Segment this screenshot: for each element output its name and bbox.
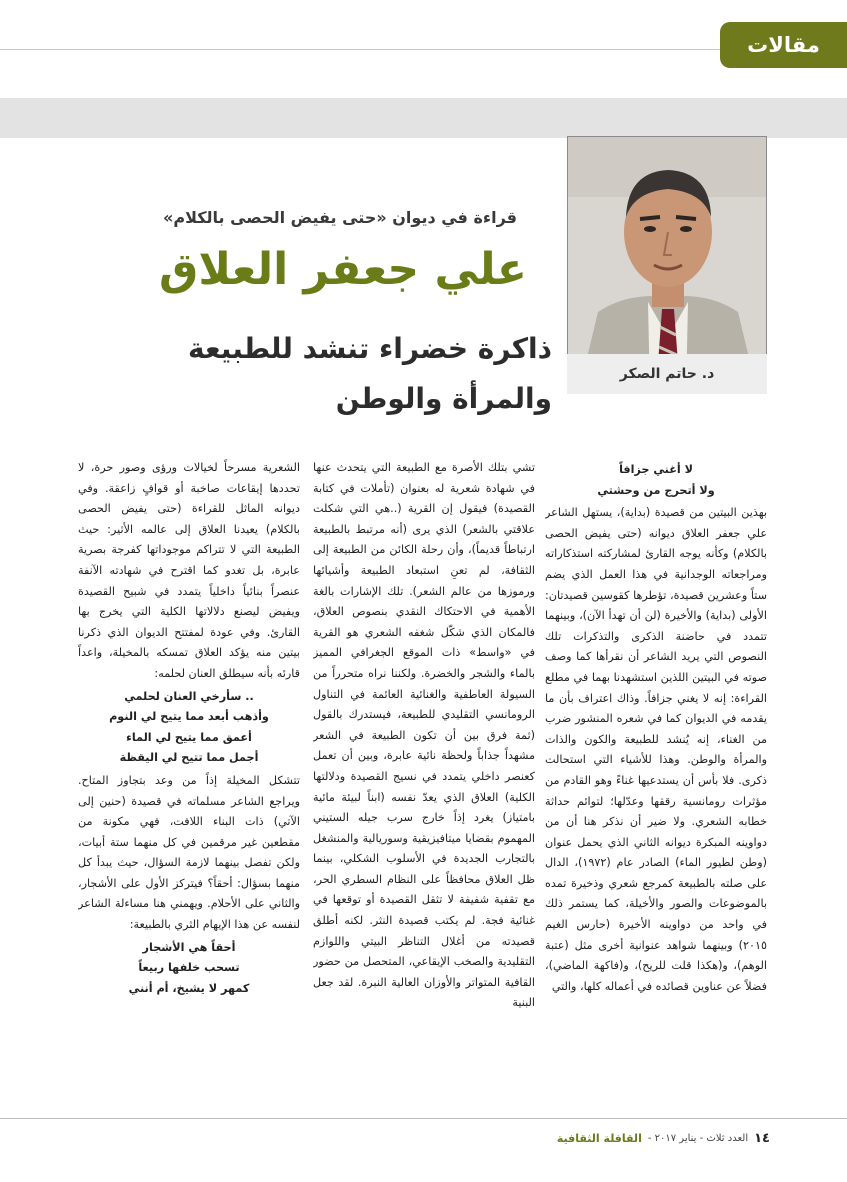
section-label: مقالات — [720, 22, 847, 68]
verse-line: وأذهب أبعد مما يتيح لي النوم — [109, 710, 269, 724]
body-paragraph: تشي بتلك الأصرة مع الطبيعة التي يتحدث عنها في شهادة شعرية له بعنوان (تأملات في كتابة القصيدة) فيقول إن القرية (..هي التي شكلت علاقتي بالشعر) الذي يرى (أنه مرتبط بالطبيعة ارتباطاً قديماً)، وأن رحلة الكائن من الطبيعة إلى الثقافة، لم تعنِ استبعاد الطبيعة وأشيائها ورموزها من عالم الشعر). تلك الإشارات بالغة الأهمية في الاحتكاك النقدي بنصوص العلاق، فالمكان الذي شكّل شغفه الشعري هو القرية في «واسط» ذات الموقع الجغرافي المميز بالماء والشجر والخضرة. ولكننا نراه متحرراً من السيولة العاطفية والغنائية العائمة في التناول الرومانسي التقليدي للطبيعة، فيستدرك بالقول (ثمة فرق بين أن تكون الطبيعة في الشعر مشهداً جذاباً ولحظة نائية عابرة، وبين أن تعمل كعنصر داخلي يتمدد في نسيج القصيدة ودلالتها الكلية) العلاق الذي يعدّ نفسه (ابناً لبيئة مائية بامتياز) يغرد إذاً خارج سرب جيله الستيني المهموم بقضايا ميتافيزيقية وسوريالية والمنشغل بالتجارب الجديدة في الأسلوب الشكلي، بينما ظل العلاق محافظاً على النظام السطري الحر، مع تقفية شفيفة لا تثقل القصيدة أو توقعها في غنائية فجة. لم يكتب قصيدة النثر. لكنه أطلق قصيدته من أغلال التناظر البيتي واللوازم التقليدية والصخب الإيقاعي، المتحصل من حضور القافية المتواتر والأوزان العالية النبرة. لقد جعل البنية — [313, 461, 535, 1010]
verse-line: ولا أتحرج من وحشتي — [597, 483, 715, 497]
column-left — [78, 458, 300, 1113]
body-paragraph: الشعرية مسرحاً لخيالات ورؤى وصور حرة، لا تحددها إيقاعات صاخبة أو قوافٍ زاعقة. وفي ديوانه الماثل للقراءة (حتى يفيض الحصى بالكلام) يعيدنا العلاق إلى عالمه الأثير: حيث الطبيعة التي لا تتراكم موجوداتها كفرجة بصرية عابرة، بل تغدو كما اقترح في شهادته الآنفة عنصراً بنائياً داخلياً يتمدد في شبيح القصيدة ويفيض ليصنع دلالاتها الكلية التي يخرج بها القارئ. وفي عودة لمفتتح الديوان الذي ذكرنا بيتين منه يؤكد العلاق تمسكه بالمخيلة، واعداً قارئه بأنه سيطلق العنان لحلمه: — [78, 461, 300, 680]
page-footer — [545, 1127, 770, 1149]
poem-excerpt — [78, 687, 300, 769]
verse-line: كمهر لا يشيخ، أم أنني — [128, 981, 250, 995]
column-right — [545, 458, 767, 1113]
top-rule — [0, 22, 720, 50]
body-paragraph: تتشكل المخيلة إذاً من وعد بتجاوز المتاح. ويراجع الشاعر مسلماته في قصيدة (حنين إلى الآتي) ذات البناء اللافت، فهي مكونة من مقطعين غير مرقمين في كل منهما ستة أبيات، ولكن تفصل بينهما لازمة السؤال، حيث يبدأ كل منهما بسؤال: أحقاً؟ فيتركز الأول على الأشجار، والثاني على الأحلام. ويهمني هنا مساءلة الشاعر لنفسه عن هذا الإيهام الثري بالطبيعة: — [78, 773, 300, 932]
poem-excerpt — [78, 938, 300, 1000]
footer-rule — [0, 1118, 847, 1119]
page-number: ١٤ — [754, 1130, 770, 1146]
magazine-brand: القافلة الثقافية — [556, 1131, 642, 1145]
article-title: علي جعفر العلاق — [159, 244, 527, 295]
issue-info: العدد ثلاث - يناير ٢٠١٧ - — [647, 1132, 749, 1144]
verse-line: أجمل مما تتيح لي اليقظة — [119, 751, 259, 765]
article-subtitle: ذاكرة خضراء تنشد للطبيعة والمرأة والوطن — [187, 332, 552, 415]
author-name: د. حاتم الصكر — [567, 354, 767, 394]
body-paragraph: بهذين البيتين من قصيدة (بداية)، يستهل الشاعر علي جعفر العلاق ديوانه (حتى يفيض الحصى بالكلام) وكأنه يوجه القارئ لمشاركته استذكاراته ومراجعاته الوجدانية في هذا العمل الذي يضم ستاً وعشرين قصيدة، تؤطرها كقوسين قصيدتان: الأولى (بداية) والأخيرة (لن أن تهدأ الآن)، وبينهما تتمدد في حاضنة الذكرى والتذكرات تلك النصوص التي يريد الشاعر أن نقرأها كما وصف صوته في البيتين اللذين استشهدنا بهما في مطلع القراءة: إنه لا يغني جزافاً. وذاك اعتراف بأن ما يقدمه في الديوان كما في شعره المنشور ضرب من الغناء، إنه يُنشد للطبيعة والكون والذات والمرأة والوطن. وهذا للأشياء التي استحالت ذكرى. فلا بأس أن يستدعيها غناءً وهو القادم من مؤثرات رومانسية رققها وعدّلها؛ لتوائم حداثة خطابه الشعري. ولا ضير أن نذكر هنا أن من دواوينه المبكرة ديوانه الثاني الذي يحمل عنوان (وطن لطيور الماء) الصادر عام (١٩٧٢)، الدال على صلته بالطبيعة كمرجع شعري وذخيرة تمده بالموضوعات والصور والأخيلة، كما يستمر ذلك في واحد من دواوينه الأخيرة (حارس الغيم ٢٠١٥) وبينهما شواهد عنوانية أخرى مثل (عتبة الوهم)، و(هكذا قلت للريح)، و(فاكهة الماضي)، فضلاً عن عناوين قصائده في أعماله كلها، والتي — [545, 506, 767, 993]
verse-line: أعمق مما يتيح لي الماء — [126, 730, 252, 744]
column-middle — [313, 458, 535, 1113]
verse-line: لا أغني جزافاً — [619, 463, 693, 476]
article-kicker: قراءة في ديوان «حتى يفيض الحصى بالكلام» — [163, 208, 517, 227]
verse-line: تسحب خلفها ربيعاً — [138, 961, 240, 975]
header-band — [0, 98, 847, 138]
verse-line: .. سأرخي العنان لحلمي — [124, 689, 254, 703]
verse-line: أحقاً هي الأشجار — [142, 940, 236, 954]
opening-verse — [545, 460, 767, 501]
